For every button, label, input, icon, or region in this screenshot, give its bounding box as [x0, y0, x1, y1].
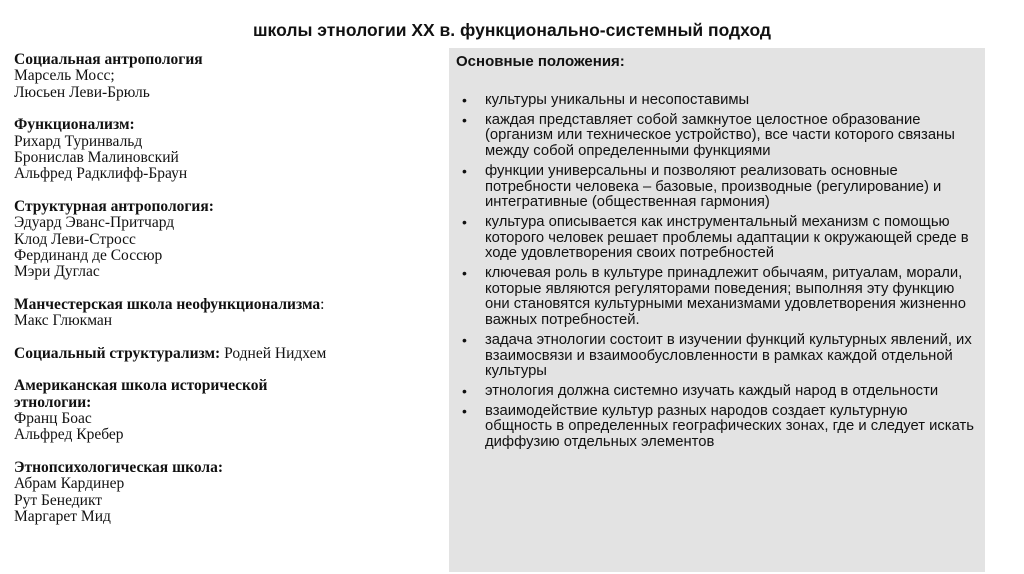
scholar-name: Бронислав Малиновский — [14, 149, 179, 167]
bullet-icon: • — [462, 331, 467, 348]
scholar-name: Макс Глюкман — [14, 312, 113, 330]
scholar-name: Клод Леви-Стросс — [14, 230, 136, 248]
principle-item: • взаимодействие культур разных народов создает культурную общность в определенных географических зонах, где и следует искать диффузию отдельных элементов — [462, 402, 974, 451]
slide-title: школы этнологии XX в. функционально-системный подход — [252, 20, 772, 40]
bullet-icon: • — [462, 162, 467, 179]
scholar-name: Маргарет Мид — [14, 507, 111, 525]
principle-item: • каждая представляет собой замкнутое целостное образование (организм или техническое устройство), все части которого связаны между собой определенными функциями — [462, 111, 955, 160]
scholar-name: Франц Боас — [14, 409, 92, 427]
principles-panel — [449, 48, 985, 572]
scholar-name: Альфред Кребер — [14, 426, 124, 444]
scholar-name: Фердинанд де Соссюр — [14, 247, 163, 265]
school-section — [14, 199, 434, 281]
principle-item: • культуры уникальны и несопоставимы — [462, 92, 750, 108]
school-section — [14, 346, 434, 362]
school-section — [14, 460, 434, 526]
school-section — [14, 378, 434, 444]
principle-item: • функции универсальны и позволяют реализовать основные потребности человека – базовые, производные (регулирование) и интегративные (общественная гармония) — [462, 162, 942, 211]
scholar-name: Рихард Туринвальд — [14, 132, 143, 150]
scholar-name: Родней Нидхем — [220, 344, 327, 362]
bullet-icon: • — [462, 111, 467, 128]
bullet-icon: • — [462, 402, 467, 419]
principles-list — [459, 93, 975, 451]
scholar-name: Марсель Мосс; — [14, 67, 115, 85]
scholar-name: Люсьен Леви-Брюль — [14, 83, 150, 101]
school-heading: Социальная антропология — [14, 51, 203, 68]
principle-item: • этнология должна системно изучать каждый народ в отдельности — [462, 382, 939, 399]
scholar-name: Альфред Радклифф-Браун — [14, 165, 188, 183]
school-section — [14, 297, 434, 330]
schools-list — [14, 52, 434, 541]
school-heading: Манчестерская школа неофункционализма: — [14, 295, 325, 313]
scholar-name: Рут Бенедикт — [14, 491, 103, 509]
bullet-icon: • — [462, 382, 467, 399]
scholar-name: Абрам Кардинер — [14, 475, 125, 493]
principle-item: • ключевая роль в культуре принадлежит обычаям, ритуалам, морали, которые являются регуляторами поведения; выполняя эту функцию они становятся культурными механизмами удовлетворения жизненно важных потребностей. — [462, 265, 966, 329]
school-section — [14, 52, 434, 101]
bullet-icon: • — [462, 92, 467, 108]
principle-item: • задача этнологии состоит в изучении функций культурных явлений, их взаимосвязи и взаимообусловленности в рамках каждой отдельной культуры — [462, 331, 972, 380]
school-section — [14, 117, 434, 183]
principles-heading: Основные положения: — [456, 53, 625, 70]
school-heading: Структурная антропология: — [14, 197, 214, 215]
principle-item: • культура описывается как инструментальный механизм с помощью которого человек решает проблемы адаптации к окружающей среде в ходе удовлетворения своих потребностей — [462, 213, 969, 262]
bullet-icon: • — [462, 213, 467, 230]
school-heading: Социальный структурализм: Родней Нидхем — [14, 344, 327, 362]
scholar-name: Мэри Дуглас — [14, 263, 100, 281]
school-heading: Функционализм: — [14, 116, 135, 134]
school-heading: Этнопсихологическая школа: — [14, 458, 224, 476]
scholar-name: Эдуард Эванс-Притчард — [14, 214, 175, 232]
school-heading: Американская школа исторической этнологии: — [14, 377, 268, 411]
bullet-icon: • — [462, 265, 467, 282]
